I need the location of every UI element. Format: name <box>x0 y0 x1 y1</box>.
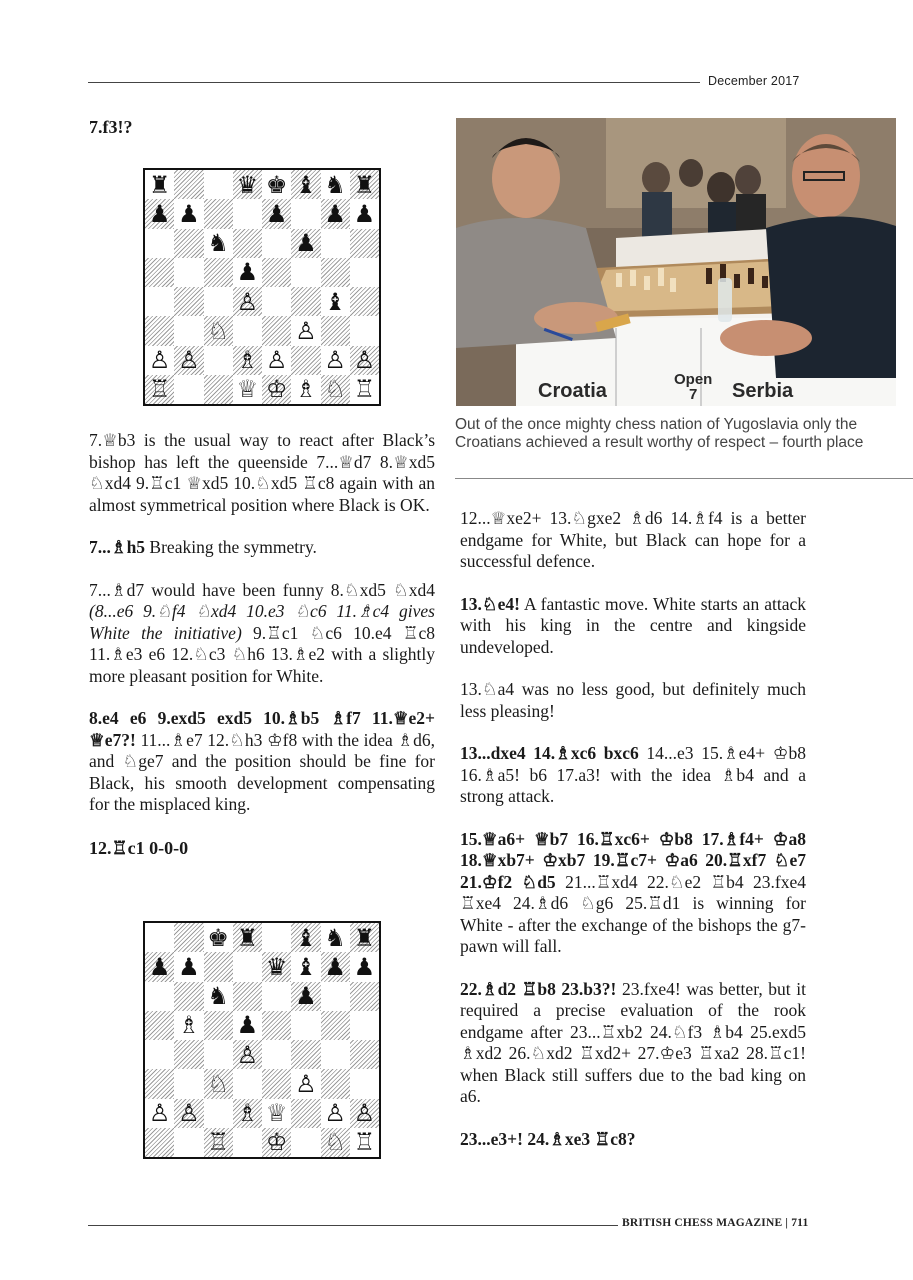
chess-piece-icon: ♟ <box>353 199 376 228</box>
board-square <box>291 952 320 981</box>
board-square <box>145 316 174 345</box>
board-square <box>233 170 262 199</box>
chess-piece-icon: ♟ <box>236 258 259 287</box>
paragraph-left-2 <box>89 537 435 559</box>
chess-piece-icon: ♟ <box>353 952 376 981</box>
board-square <box>233 1128 262 1157</box>
board-square <box>321 1099 350 1128</box>
board-square <box>291 199 320 228</box>
board-square <box>233 1011 262 1040</box>
board-square <box>145 952 174 981</box>
chess-piece-icon: ♙ <box>324 1099 346 1128</box>
chess-diagram-1 <box>143 168 381 406</box>
board-square <box>291 170 320 199</box>
paragraph-right-2 <box>460 594 806 659</box>
board-square <box>262 375 291 404</box>
board-square <box>204 923 233 952</box>
chess-piece-icon: ♗ <box>295 375 317 404</box>
move-text: 22.♗d2 ♖b8 23.b3?! <box>460 978 617 999</box>
board-square <box>350 346 379 375</box>
board-square <box>291 1040 320 1069</box>
board-square <box>262 170 291 199</box>
move-text: 15.♕a6+ ♕b7 16.♖xc6+ ♔b8 17.♗f4+ ♔a8 18.♕xb7+ ♔xb7 19.♖c7+ ♔a6 20.♖xf7 ♘e7 21.♔f2 ♘d5 <box>460 828 806 892</box>
annotation-text: 21...♖xd4 22.♘e2 ♖b4 23.fxe4 ♖xe4 24.♗d6 ♘g6 25.♖d1 is winning for White - after the exchange of the bishops the g7-pawn will fall. <box>460 871 806 956</box>
board-square <box>204 1128 233 1157</box>
board-square <box>233 1040 262 1069</box>
footer-rule <box>88 1225 618 1226</box>
photo-label-open <box>674 372 712 402</box>
board-square <box>174 1128 203 1157</box>
board-square <box>204 199 233 228</box>
chess-piece-icon: ♟ <box>265 199 288 228</box>
board-square <box>262 1011 291 1040</box>
board-square <box>321 1011 350 1040</box>
board-square <box>204 1011 233 1040</box>
board-square <box>291 229 320 258</box>
board-square <box>350 952 379 981</box>
board-square <box>321 1040 350 1069</box>
board-square <box>291 1099 320 1128</box>
chess-piece-icon: ♖ <box>353 1128 376 1157</box>
chess-piece-icon: ♙ <box>178 1099 200 1128</box>
board-square <box>262 229 291 258</box>
chess-piece-icon: ♝ <box>295 170 317 199</box>
board-square <box>291 346 320 375</box>
board-square <box>174 982 203 1011</box>
annotation-text: 11...♗e7 12.♘h3 ♔f8 with the idea ♗d6, and ♘ge7 and the position should be fine for Black, his smooth development compensating for the misplaced king. <box>89 729 435 814</box>
chess-piece-icon: ♜ <box>353 170 376 199</box>
board-square <box>145 170 174 199</box>
board-square <box>174 1069 203 1098</box>
chess-piece-icon: ♝ <box>295 923 317 952</box>
board-square <box>321 1128 350 1157</box>
right-column-text <box>460 508 806 1150</box>
chess-piece-icon: ♙ <box>324 346 346 375</box>
board-square <box>350 1099 379 1128</box>
chess-piece-icon: ♙ <box>178 346 200 375</box>
chess-piece-icon: ♕ <box>265 1099 288 1128</box>
board-square <box>174 1099 203 1128</box>
board-square <box>204 1069 233 1098</box>
board-square <box>233 346 262 375</box>
tournament-photo <box>456 118 896 406</box>
board-square <box>174 287 203 316</box>
board-square <box>321 199 350 228</box>
chess-piece-icon: ♟ <box>236 1011 259 1040</box>
board-square <box>321 170 350 199</box>
board-square <box>291 258 320 287</box>
board-square <box>262 199 291 228</box>
board-square <box>291 982 320 1011</box>
move-text: 7...♗h5 <box>89 537 146 557</box>
chess-piece-icon: ♞ <box>207 229 229 258</box>
board-square <box>233 316 262 345</box>
chess-piece-icon: ♖ <box>207 1128 229 1157</box>
board-square <box>145 1128 174 1157</box>
paragraph-left-4 <box>89 708 435 816</box>
paragraph-right-4 <box>460 743 806 808</box>
board-square <box>321 229 350 258</box>
board-square <box>262 1069 291 1098</box>
paragraph-left-1: 7.♕b3 is the usual way to react after Black’s bishop has left the queenside 7...♕d7 8.♕xd5 ♘xd4 9.♖c1 ♕xd5 10.♘xd5 ♖c8 again with an almost symmetrical position where Black is OK. <box>89 430 435 515</box>
board-square <box>321 1069 350 1098</box>
chess-piece-icon: ♞ <box>207 982 229 1011</box>
board-square <box>204 316 233 345</box>
move-text: 8.e4 e6 9.exd5 exd5 10.♗b5 ♗f7 11.♕e2+ ♕e7?! <box>89 708 435 750</box>
board-square <box>145 258 174 287</box>
board-square <box>321 258 350 287</box>
paragraph-right-3: 13.♘a4 was no less good, but definitely much less pleasing! <box>460 679 806 721</box>
board-square <box>350 170 379 199</box>
chess-piece-icon: ♞ <box>324 170 346 199</box>
board-square <box>233 923 262 952</box>
board-square <box>321 982 350 1011</box>
move-text: 13.♘e4! <box>460 593 520 614</box>
board-square <box>233 199 262 228</box>
board-square <box>321 316 350 345</box>
board-square <box>262 923 291 952</box>
chess-piece-icon: ♙ <box>236 287 259 316</box>
chess-piece-icon: ♘ <box>324 375 346 404</box>
board-square <box>321 287 350 316</box>
chess-diagram-2 <box>143 921 381 1159</box>
board-square <box>145 229 174 258</box>
board-square <box>204 1099 233 1128</box>
board-square <box>145 1099 174 1128</box>
board-square <box>350 923 379 952</box>
board-square <box>262 1099 291 1128</box>
chess-piece-icon: ♚ <box>265 170 288 199</box>
annotation-text: 23.fxe4! was better, but it required a precise evaluation of the rook endgame after 23...♖xb2 24.♘f3 ♗b4 25.exd5 ♗xd2 26.♘xd2 ♖xd2+ 27.♔e3 ♖xa2 28.♖c1! when Black still suffers due to the bad king on a6. <box>460 978 806 1106</box>
board-square <box>233 982 262 1011</box>
board-square <box>321 952 350 981</box>
board-square <box>204 229 233 258</box>
board-square <box>262 1128 291 1157</box>
board-square <box>145 375 174 404</box>
board-square <box>174 199 203 228</box>
board-square <box>174 229 203 258</box>
left-column-text <box>89 430 435 859</box>
chess-piece-icon: ♗ <box>236 346 259 375</box>
footer-publication: BRITISH CHESS MAGAZINE | 711 <box>622 1217 809 1229</box>
board-square <box>145 199 174 228</box>
chess-piece-icon: ♙ <box>353 346 376 375</box>
board-square <box>262 258 291 287</box>
chess-piece-icon: ♘ <box>207 316 229 345</box>
chess-piece-icon: ♜ <box>148 170 171 199</box>
board-square <box>233 1069 262 1098</box>
photo-label-open-number: 7 <box>689 386 698 403</box>
chess-piece-icon: ♟ <box>324 952 346 981</box>
board-square <box>233 952 262 981</box>
chess-piece-icon: ♛ <box>265 952 288 981</box>
chess-piece-icon: ♛ <box>236 170 259 199</box>
board-square <box>145 346 174 375</box>
board-square <box>291 1128 320 1157</box>
chess-piece-icon: ♔ <box>265 1128 288 1157</box>
board-square <box>174 952 203 981</box>
chess-piece-icon: ♟ <box>178 199 200 228</box>
board-square <box>174 316 203 345</box>
board-square <box>321 923 350 952</box>
paragraph-right-1: 12...♕xe2+ 13.♘gxe2 ♗d6 14.♗f4 is a better endgame for White, but Black can hope for a successful defence. <box>460 508 806 571</box>
board-square <box>262 287 291 316</box>
board-square <box>350 287 379 316</box>
chess-piece-icon: ♙ <box>236 1040 259 1069</box>
board-square <box>350 229 379 258</box>
chess-piece-icon: ♙ <box>148 346 171 375</box>
board-square <box>204 952 233 981</box>
paragraph-left-3 <box>89 580 435 688</box>
board-square <box>262 316 291 345</box>
board-square <box>174 346 203 375</box>
chess-piece-icon: ♟ <box>295 229 317 258</box>
board-square <box>145 287 174 316</box>
board-square <box>350 982 379 1011</box>
board-square <box>291 923 320 952</box>
chess-piece-icon: ♙ <box>148 1099 171 1128</box>
chess-piece-icon: ♘ <box>324 1128 346 1157</box>
chess-piece-icon: ♔ <box>265 375 288 404</box>
board-square <box>291 375 320 404</box>
photo-caption: Out of the once mighty chess nation of Yugoslavia only the Croatians achieved a result worthy of respect – fourth place <box>455 416 864 451</box>
paragraph-right-6 <box>460 979 806 1108</box>
board-square <box>350 375 379 404</box>
board-square <box>350 1011 379 1040</box>
chess-piece-icon: ♙ <box>295 316 317 345</box>
chess-piece-icon: ♙ <box>265 346 288 375</box>
annotation-text: 7...♗d7 would have been funny 8.♘xd5 ♘xd4 <box>89 579 435 600</box>
chess-piece-icon: ♟ <box>148 199 171 228</box>
board-square <box>291 1069 320 1098</box>
board-square <box>204 258 233 287</box>
board-square <box>204 1040 233 1069</box>
board-square <box>350 199 379 228</box>
chess-piece-icon: ♝ <box>324 287 346 316</box>
board-square <box>174 258 203 287</box>
header-date: December 2017 <box>708 74 800 88</box>
chess-piece-icon: ♗ <box>178 1011 200 1040</box>
chess-piece-icon: ♞ <box>324 923 346 952</box>
board-square <box>291 316 320 345</box>
chess-piece-icon: ♜ <box>353 923 376 952</box>
board-square <box>145 1011 174 1040</box>
header-rule <box>88 82 700 83</box>
board-square <box>262 952 291 981</box>
board-square <box>145 1040 174 1069</box>
board-square <box>350 258 379 287</box>
chess-piece-icon: ♗ <box>236 1099 259 1128</box>
annotation-text: A fantastic move. White starts an attack with his king in the centre and kingside undeveloped. <box>460 593 806 657</box>
annotation-text: 14...e3 15.♗e4+ ♔b8 16.♗a5! b6 17.a3! with the idea ♗b4 and a strong attack. <box>460 743 806 806</box>
board-square <box>145 923 174 952</box>
board-square <box>204 982 233 1011</box>
chess-piece-icon: ♝ <box>295 952 317 981</box>
chess-piece-icon: ♟ <box>295 982 317 1011</box>
board-square <box>350 1128 379 1157</box>
chess-piece-icon: ♙ <box>353 1099 376 1128</box>
chess-piece-icon: ♕ <box>236 375 259 404</box>
chess-piece-icon: ♟ <box>148 952 171 981</box>
section-heading-7f3: 7.f3!? <box>89 117 133 137</box>
chess-piece-icon: ♖ <box>148 375 171 404</box>
board-square <box>204 375 233 404</box>
board-square <box>350 1069 379 1098</box>
board-square <box>145 1069 174 1098</box>
photo-label-serbia: Serbia <box>732 380 794 402</box>
board-square <box>233 1099 262 1128</box>
photo-label-croatia: Croatia <box>538 380 607 402</box>
board-square <box>174 923 203 952</box>
photo-illustration <box>456 118 896 406</box>
chess-piece-icon: ♖ <box>353 375 376 404</box>
board-square <box>262 982 291 1011</box>
annotation-text: Breaking the symmetry. <box>145 537 317 557</box>
board-square <box>174 1011 203 1040</box>
chess-piece-icon: ♚ <box>207 923 229 952</box>
board-square <box>174 170 203 199</box>
section-heading-12rc1: 12.♖c1 0-0-0 <box>89 837 189 858</box>
board-square <box>233 375 262 404</box>
photo-label-open-word: Open <box>674 371 713 388</box>
board-square <box>321 346 350 375</box>
chess-piece-icon: ♙ <box>295 1069 317 1098</box>
board-square <box>350 1040 379 1069</box>
move-text: 13...dxe4 14.♗xc6 bxc6 <box>460 743 639 763</box>
chess-piece-icon: ♜ <box>236 923 259 952</box>
board-square <box>262 346 291 375</box>
board-square <box>204 287 233 316</box>
board-square <box>145 982 174 1011</box>
board-square <box>233 258 262 287</box>
italic-variation: (8...e6 9.♘f4 ♘xd4 10.e3 ♘c6 11.♗c4 gives White the initiative) <box>89 601 435 643</box>
board-square <box>321 375 350 404</box>
board-square <box>291 287 320 316</box>
chess-piece-icon: ♟ <box>324 199 346 228</box>
board-square <box>204 346 233 375</box>
annotation-text: 9.♖c1 ♘c6 10.e4 ♖c8 11.♗e3 e6 12.♘c3 ♘h6 13.♗e2 with a slightly more pleasant position for White. <box>89 622 435 686</box>
chess-piece-icon: ♟ <box>178 952 200 981</box>
paragraph-right-7: 23...e3+! 24.♗xe3 ♖c8? <box>460 1128 636 1149</box>
board-square <box>233 229 262 258</box>
chess-piece-icon: ♘ <box>207 1069 229 1098</box>
board-square <box>350 316 379 345</box>
paragraph-right-5 <box>460 829 806 958</box>
caption-rule <box>455 478 913 479</box>
board-square <box>174 1040 203 1069</box>
board-square <box>233 287 262 316</box>
board-square <box>174 375 203 404</box>
board-square <box>291 1011 320 1040</box>
board-square <box>262 1040 291 1069</box>
board-square <box>204 170 233 199</box>
